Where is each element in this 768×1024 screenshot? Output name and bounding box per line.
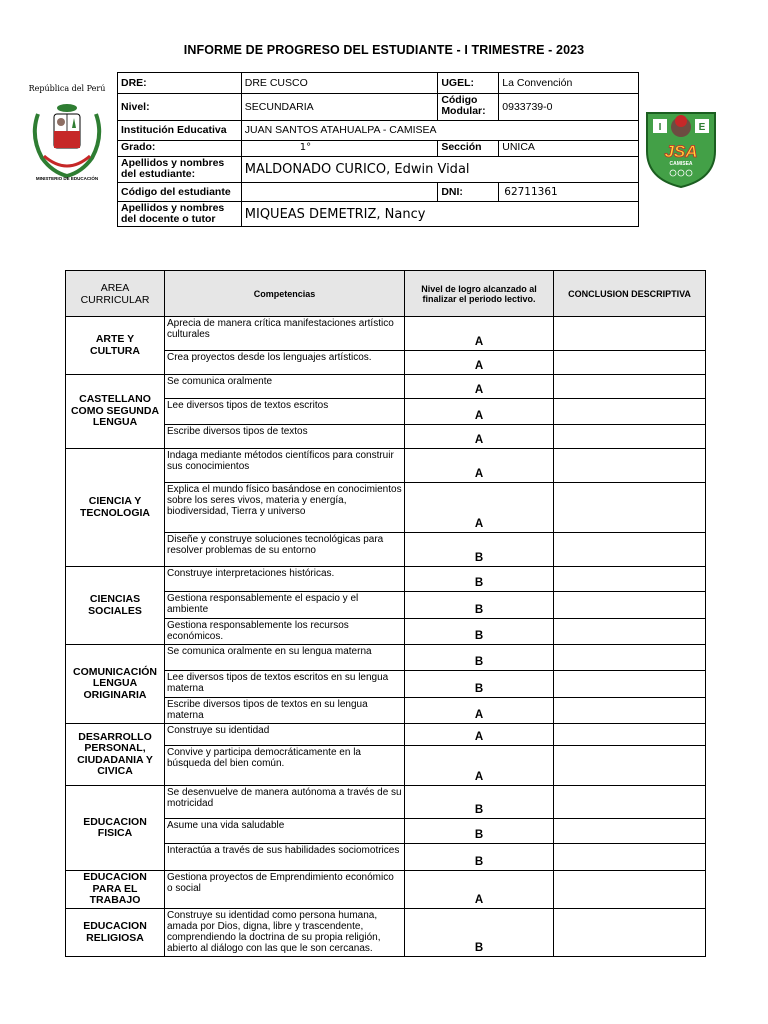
- nivel-logro: A: [405, 698, 554, 724]
- competencia: Explica el mundo físico basándose en conocimientos sobre los seres vivos, materia y energía, biodiversidad, Tierra y universo: [165, 483, 405, 533]
- table-row: [66, 375, 706, 399]
- area-name: CIENCIA Y TECNOLOGIA: [66, 449, 165, 567]
- competencia: Se comunica oralmente: [165, 375, 405, 399]
- codigo-modular-label: Código Modular:: [438, 94, 499, 121]
- competencia: Aprecia de manera crítica manifestaciones artístico culturales: [165, 317, 405, 351]
- competencia: Interactúa a través de sus habilidades sociomotrices: [165, 844, 405, 871]
- competencia: Escribe diversos tipos de textos: [165, 425, 405, 449]
- competencia: Gestiona responsablemente los recursos económicos.: [165, 619, 405, 645]
- competencia: Construye su identidad como persona humana, amada por Dios, digna, libre y trascendente, comprendiendo la doctrina de su propia religión, abierto al diálogo con las que le son cercanas.: [165, 909, 405, 957]
- nivel-logro: A: [405, 399, 554, 425]
- header-competencias: Competencias: [165, 271, 405, 317]
- competencia: Construye su identidad: [165, 724, 405, 746]
- area-name: CIENCIAS SOCIALES: [66, 567, 165, 645]
- svg-text:I: I: [658, 122, 662, 133]
- nivel-logro: B: [405, 909, 554, 957]
- institucion-label: Institución Educativa: [118, 121, 242, 141]
- nivel-logro: B: [405, 619, 554, 645]
- area-name: ARTE Y CULTURA: [66, 317, 165, 375]
- institucion-value: JUAN SANTOS ATAHUALPA - CAMISEA: [241, 121, 638, 141]
- conclusion-descriptiva: [554, 619, 706, 645]
- nivel-logro: B: [405, 671, 554, 698]
- conclusion-descriptiva: [554, 645, 706, 671]
- nivel-logro: A: [405, 746, 554, 786]
- docente-value: MIQUEAS DEMETRIZ, Nancy: [241, 202, 638, 227]
- competencia: Lee diversos tipos de textos escritos: [165, 399, 405, 425]
- conclusion-descriptiva: [554, 533, 706, 567]
- grado-label: Grado:: [118, 141, 242, 157]
- nivel-logro: B: [405, 645, 554, 671]
- progress-table: [65, 270, 706, 957]
- peru-coat-of-arms-icon: [24, 86, 110, 186]
- competencia: Se desenvuelve de manera autónoma a través de su motricidad: [165, 786, 405, 819]
- nivel-logro: A: [405, 483, 554, 533]
- conclusion-descriptiva: [554, 844, 706, 871]
- competencia: Gestiona responsablemente el espacio y el ambiente: [165, 592, 405, 619]
- nivel-logro: A: [405, 375, 554, 399]
- nivel-logro: A: [405, 871, 554, 909]
- student-info-table: [117, 72, 639, 227]
- area-name: COMUNICACIÓN LENGUA ORIGINARIA: [66, 645, 165, 724]
- competencia: Convive y participa democráticamente en la búsqueda del bien común.: [165, 746, 405, 786]
- table-row: [66, 909, 706, 957]
- table-row: [66, 449, 706, 483]
- area-name: EDUCACION FISICA: [66, 786, 165, 871]
- nivel-logro: A: [405, 351, 554, 375]
- conclusion-descriptiva: [554, 746, 706, 786]
- dre-label: DRE:: [118, 73, 242, 94]
- ugel-label: UGEL:: [438, 73, 499, 94]
- nivel-logro: B: [405, 844, 554, 871]
- header-area: AREA CURRICULAR: [66, 271, 165, 317]
- competencia: Asume una vida saludable: [165, 819, 405, 844]
- school-logo-icon: [643, 107, 719, 189]
- competencia: Gestiona proyectos de Emprendimiento económico o social: [165, 871, 405, 909]
- codigo-estudiante-label: Código del estudiante: [118, 183, 242, 202]
- ugel-value: La Convención: [499, 73, 639, 94]
- svg-text:JSA: JSA: [664, 142, 698, 161]
- table-row: [66, 871, 706, 909]
- conclusion-descriptiva: [554, 351, 706, 375]
- grades-body: [66, 317, 706, 957]
- competencia: Escribe diversos tipos de textos en su lengua materna: [165, 698, 405, 724]
- nivel-logro: A: [405, 425, 554, 449]
- nivel-logro: A: [405, 317, 554, 351]
- conclusion-descriptiva: [554, 399, 706, 425]
- nivel-logro: B: [405, 533, 554, 567]
- conclusion-descriptiva: [554, 483, 706, 533]
- conclusion-descriptiva: [554, 449, 706, 483]
- estudiante-value: MALDONADO CURICO, Edwin Vidal: [241, 157, 638, 183]
- svg-text:CAMISEA: CAMISEA: [669, 161, 693, 167]
- nivel-logro: B: [405, 592, 554, 619]
- nivel-logro: B: [405, 819, 554, 844]
- conclusion-descriptiva: [554, 871, 706, 909]
- conclusion-descriptiva: [554, 786, 706, 819]
- nivel-value: SECUNDARIA: [241, 94, 438, 121]
- nivel-logro: B: [405, 567, 554, 592]
- nivel-logro: A: [405, 724, 554, 746]
- competencia: Indaga mediante métodos científicos para construir sus conocimientos: [165, 449, 405, 483]
- conclusion-descriptiva: [554, 375, 706, 399]
- svg-text:E: E: [698, 122, 706, 133]
- report-title: INFORME DE PROGRESO DEL ESTUDIANTE - I TRIMESTRE - 2023: [183, 43, 585, 57]
- competencia: Diseñe y construye soluciones tecnológicas para resolver problemas de su entorno: [165, 533, 405, 567]
- table-row: [66, 786, 706, 819]
- conclusion-descriptiva: [554, 671, 706, 698]
- table-row: [66, 645, 706, 671]
- seccion-label: Sección: [438, 141, 499, 157]
- area-name: EDUCACION RELIGIOSA: [66, 909, 165, 957]
- nivel-logro: B: [405, 786, 554, 819]
- nivel-logro: A: [405, 449, 554, 483]
- dni-value: 62711361: [499, 183, 639, 202]
- conclusion-descriptiva: [554, 567, 706, 592]
- seal-caption: MINISTERIO DE EDUCACIÓN: [35, 176, 99, 181]
- competencia: Crea proyectos desde los lenguajes artísticos.: [165, 351, 405, 375]
- seal-arc-text: República del Perú: [28, 84, 106, 93]
- area-name: CASTELLANO COMO SEGUNDA LENGUA: [66, 375, 165, 449]
- codigo-modular-value: 0933739-0: [499, 94, 639, 121]
- conclusion-descriptiva: [554, 698, 706, 724]
- table-row: [66, 724, 706, 746]
- nivel-label: Nivel:: [118, 94, 242, 121]
- dni-label: DNI:: [438, 183, 499, 202]
- table-row: [66, 317, 706, 351]
- docente-label: Apellidos y nombres del docente o tutor: [118, 202, 242, 227]
- conclusion-descriptiva: [554, 592, 706, 619]
- competencia: Lee diversos tipos de textos escritos en su lengua materna: [165, 671, 405, 698]
- grado-value: 1°: [241, 141, 438, 157]
- competencia: Construye interpretaciones históricas.: [165, 567, 405, 592]
- area-name: DESARROLLO PERSONAL, CIUDADANIA Y CIVICA: [66, 724, 165, 786]
- header-nivel-logro: Nivel de logro alcanzado al finalizar el periodo lectivo.: [405, 271, 554, 317]
- conclusion-descriptiva: [554, 724, 706, 746]
- conclusion-descriptiva: [554, 819, 706, 844]
- seccion-value: UNICA: [499, 141, 639, 157]
- dre-value: DRE CUSCO: [241, 73, 438, 94]
- header-conclusion: CONCLUSION DESCRIPTIVA: [554, 271, 706, 317]
- competencia: Se comunica oralmente en su lengua materna: [165, 645, 405, 671]
- area-name: EDUCACION PARA EL TRABAJO: [66, 871, 165, 909]
- conclusion-descriptiva: [554, 425, 706, 449]
- conclusion-descriptiva: [554, 317, 706, 351]
- estudiante-label: Apellidos y nombres del estudiante:: [118, 157, 242, 183]
- codigo-estudiante-value: [241, 183, 438, 202]
- conclusion-descriptiva: [554, 909, 706, 957]
- table-row: [66, 567, 706, 592]
